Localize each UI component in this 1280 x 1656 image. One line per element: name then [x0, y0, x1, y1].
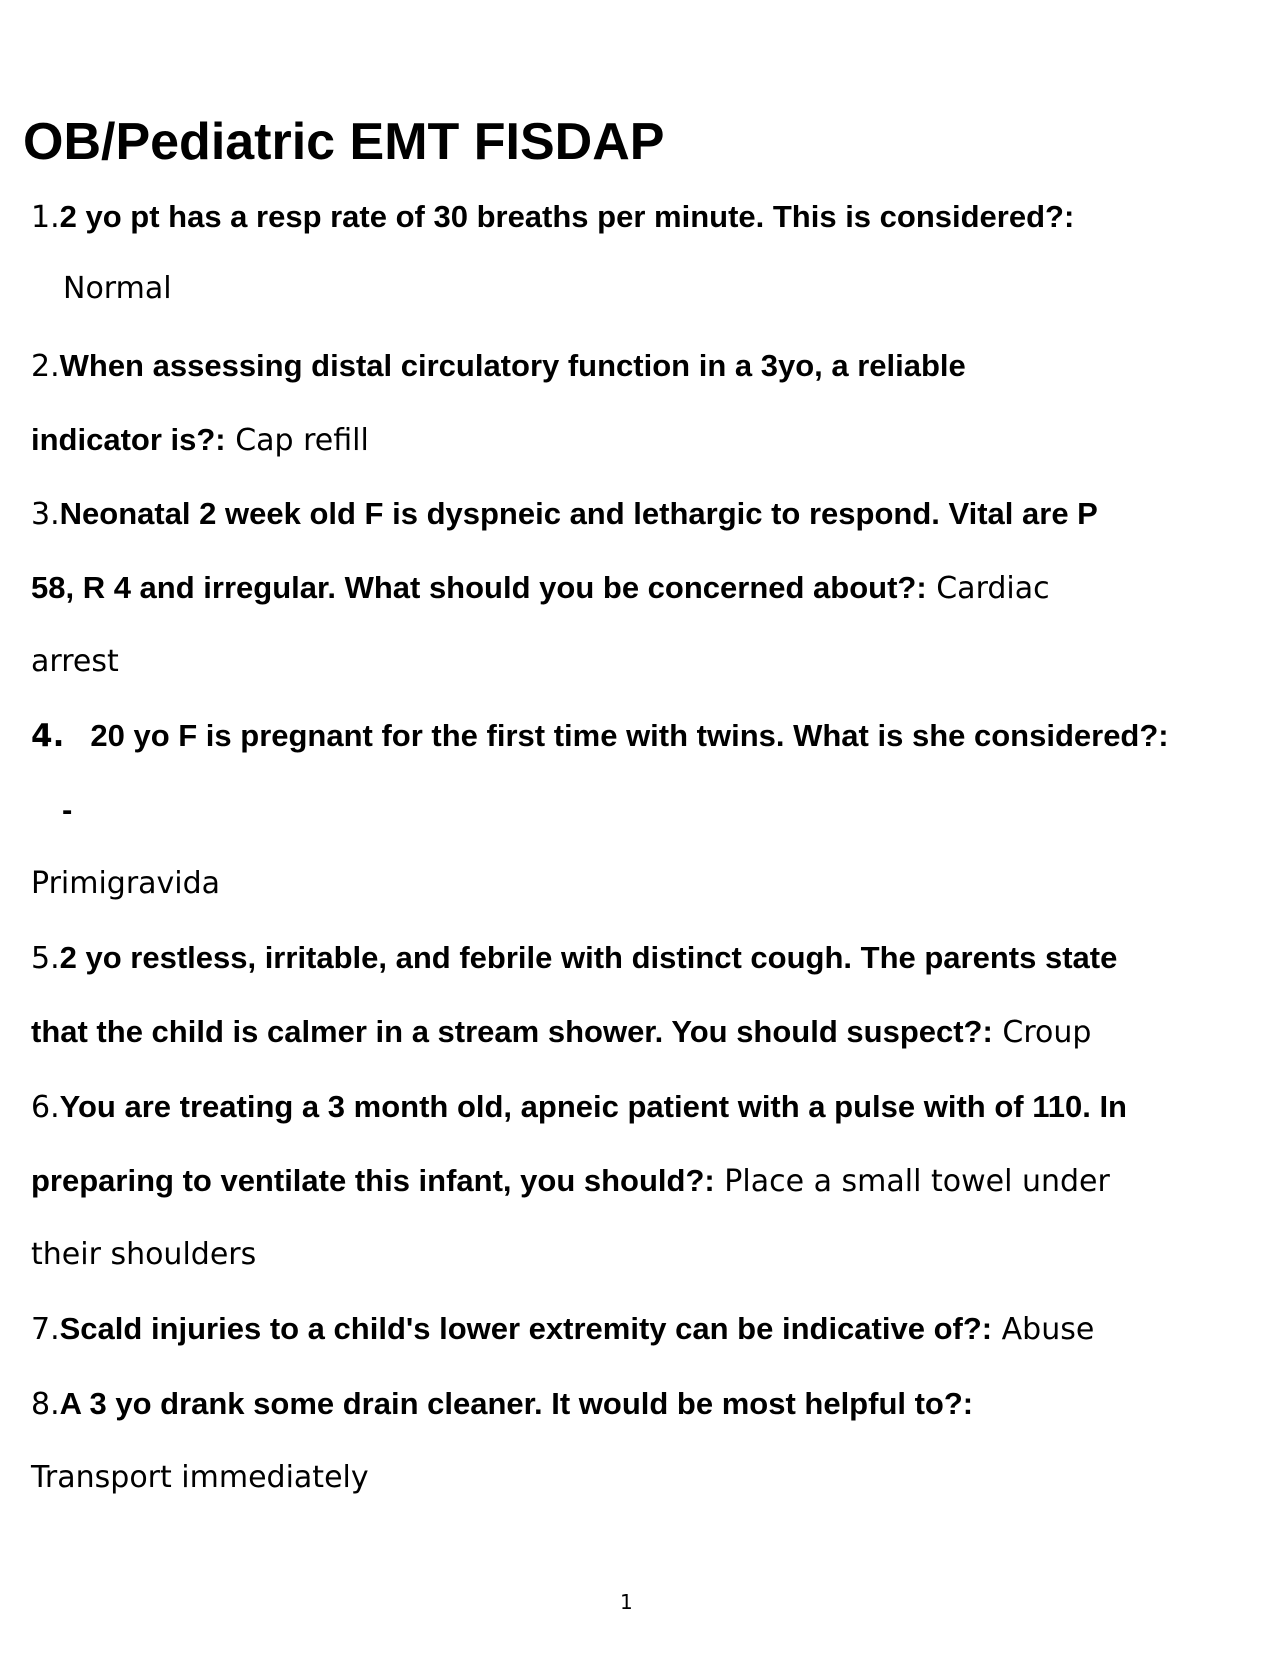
answer-text: Cardiac — [936, 571, 1050, 606]
document-title: OB/Pediatric EMT FISDAP — [23, 113, 665, 171]
question-text: 2 yo restless, irritable, and febrile with distinct cough. The parents state — [59, 940, 1118, 975]
answer-text: their shoulders — [31, 1237, 257, 1272]
item-1-question-line — [31, 197, 1074, 238]
item-number: 5. — [31, 941, 60, 976]
item-8-answer-line — [31, 1458, 369, 1498]
question-text: indicator is?: — [31, 422, 226, 457]
question-text: preparing to ventilate this infant, you should?: — [31, 1163, 715, 1198]
item-number: 4. — [31, 718, 65, 754]
item-6-answer-line — [31, 1235, 256, 1275]
item-2-question-line — [31, 346, 966, 387]
item-3-answer-line — [31, 642, 119, 682]
question-text: 20 yo F is pregnant for the first time with twins. What is she considered?: — [90, 718, 1169, 753]
dash-marker: - — [62, 792, 73, 827]
item-4-question-line — [31, 716, 1169, 757]
item-3-continuation-line — [31, 568, 1050, 609]
item-number: 8. — [31, 1387, 60, 1422]
question-text: 58, R 4 and irregular. What should you be concerned about?: — [31, 570, 927, 605]
item-number: 3. — [31, 497, 60, 532]
item-3-question-line — [31, 494, 1098, 535]
item-number: 2. — [31, 349, 60, 384]
answer-text: Transport immediately — [31, 1460, 369, 1495]
item-4-dash-line — [62, 790, 72, 831]
question-text: 2 yo pt has a resp rate of 30 breaths per minute. This is considered?: — [59, 199, 1075, 234]
question-text: A 3 yo drank some drain cleaner. It would be most helpful to?: — [59, 1386, 974, 1421]
item-number: 7. — [31, 1312, 60, 1347]
answer-text: Cap refill — [235, 423, 369, 458]
item-8-question-line — [31, 1384, 973, 1425]
question-text: that the child is calmer in a stream shower. You should suspect?: — [31, 1014, 993, 1049]
answer-text: Abuse — [1001, 1312, 1095, 1347]
answer-text: Place a small towel under — [724, 1164, 1110, 1199]
answer-text: arrest — [31, 644, 119, 679]
item-5-question-line — [31, 938, 1117, 979]
item-4-answer-line — [31, 864, 220, 904]
question-text: Scald injuries to a child's lower extremity can be indicative of?: — [59, 1311, 993, 1346]
item-1-answer-line — [63, 269, 172, 309]
question-text: Neonatal 2 week old F is dyspneic and lethargic to respond. Vital are P — [59, 496, 1098, 531]
question-text: You are treating a 3 month old, apneic patient with a pulse with of 110. In — [59, 1089, 1127, 1124]
item-7-question-line — [31, 1309, 1094, 1350]
item-number: 1. — [31, 200, 60, 235]
page-number: 1 — [620, 1590, 633, 1614]
item-6-continuation-line — [31, 1161, 1110, 1202]
question-text: When assessing distal circulatory function in a 3yo, a reliable — [59, 348, 966, 383]
answer-text: Normal — [63, 271, 172, 306]
item-6-question-line — [31, 1087, 1127, 1128]
answer-text: Croup — [1002, 1015, 1092, 1050]
item-number: 6. — [31, 1090, 60, 1125]
answer-text: Primigravida — [31, 866, 221, 901]
item-5-continuation-line — [31, 1012, 1091, 1053]
item-2-continuation-line — [31, 420, 369, 461]
